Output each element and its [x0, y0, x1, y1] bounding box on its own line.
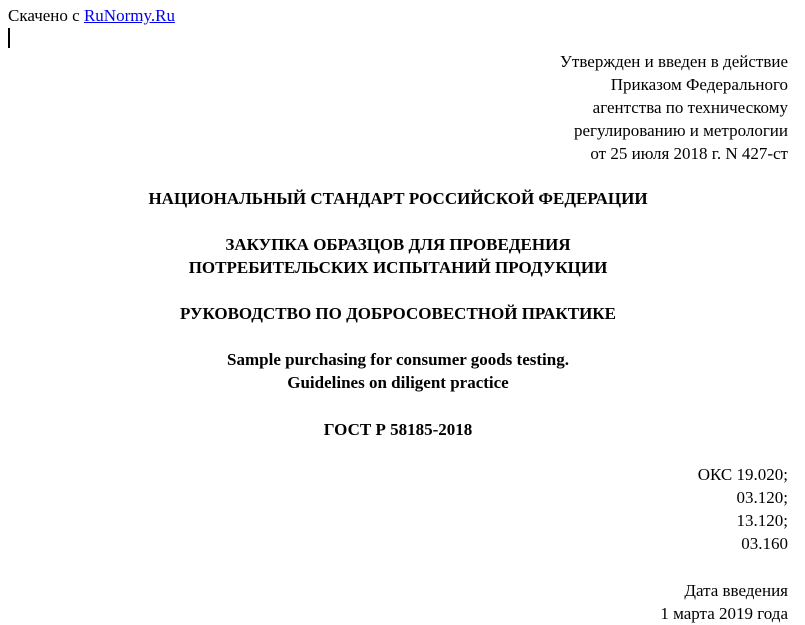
source-line [8, 4, 175, 27]
source-link[interactable]: RuNormy.Ru [83, 6, 175, 25]
oks-code: ОКС 19.020; [697, 465, 788, 484]
intro-date-block [660, 579, 788, 625]
gost-number-text: ГОСТ Р 58185-2018 [323, 420, 473, 439]
title-russian [0, 233, 796, 279]
source-prefix: Скачено с [8, 6, 84, 25]
intro-date-label: Дата введения [684, 581, 788, 600]
title-russian-line: ЗАКУПКА ОБРАЗЦОВ ДЛЯ ПРОВЕДЕНИЯ [225, 235, 571, 254]
oks-code: 03.160 [741, 534, 788, 553]
approval-line: агентства по техническому [592, 98, 788, 117]
subtitle-russian-text: РУКОВОДСТВО ПО ДОБРОСОВЕСТНОЙ ПРАКТИКЕ [180, 304, 616, 323]
approval-line: от 25 июля 2018 г. N 427-ст [590, 144, 788, 163]
oks-codes [698, 463, 788, 555]
standard-type-heading [0, 187, 796, 210]
approval-line: Утвержден и введен в действие [559, 52, 788, 71]
title-english [0, 348, 796, 394]
title-english-line: Guidelines on diligent practice [287, 373, 509, 392]
title-russian-line: ПОТРЕБИТЕЛЬСКИХ ИСПЫТАНИЙ ПРОДУКЦИИ [188, 258, 608, 277]
oks-code: 03.120; [736, 488, 788, 507]
standard-type-text: НАЦИОНАЛЬНЫЙ СТАНДАРТ РОССИЙСКОЙ ФЕДЕРАЦИИ [148, 189, 648, 208]
oks-code: 13.120; [736, 511, 788, 530]
approval-line: регулированию и метрологии [573, 121, 788, 140]
subtitle-russian [0, 302, 796, 325]
approval-block [560, 50, 788, 165]
text-cursor [8, 28, 10, 48]
gost-number [0, 418, 796, 441]
title-english-line: Sample purchasing for consumer goods testing. [227, 350, 569, 369]
intro-date-value: 1 марта 2019 года [660, 604, 788, 623]
approval-line: Приказом Федерального [610, 75, 788, 94]
